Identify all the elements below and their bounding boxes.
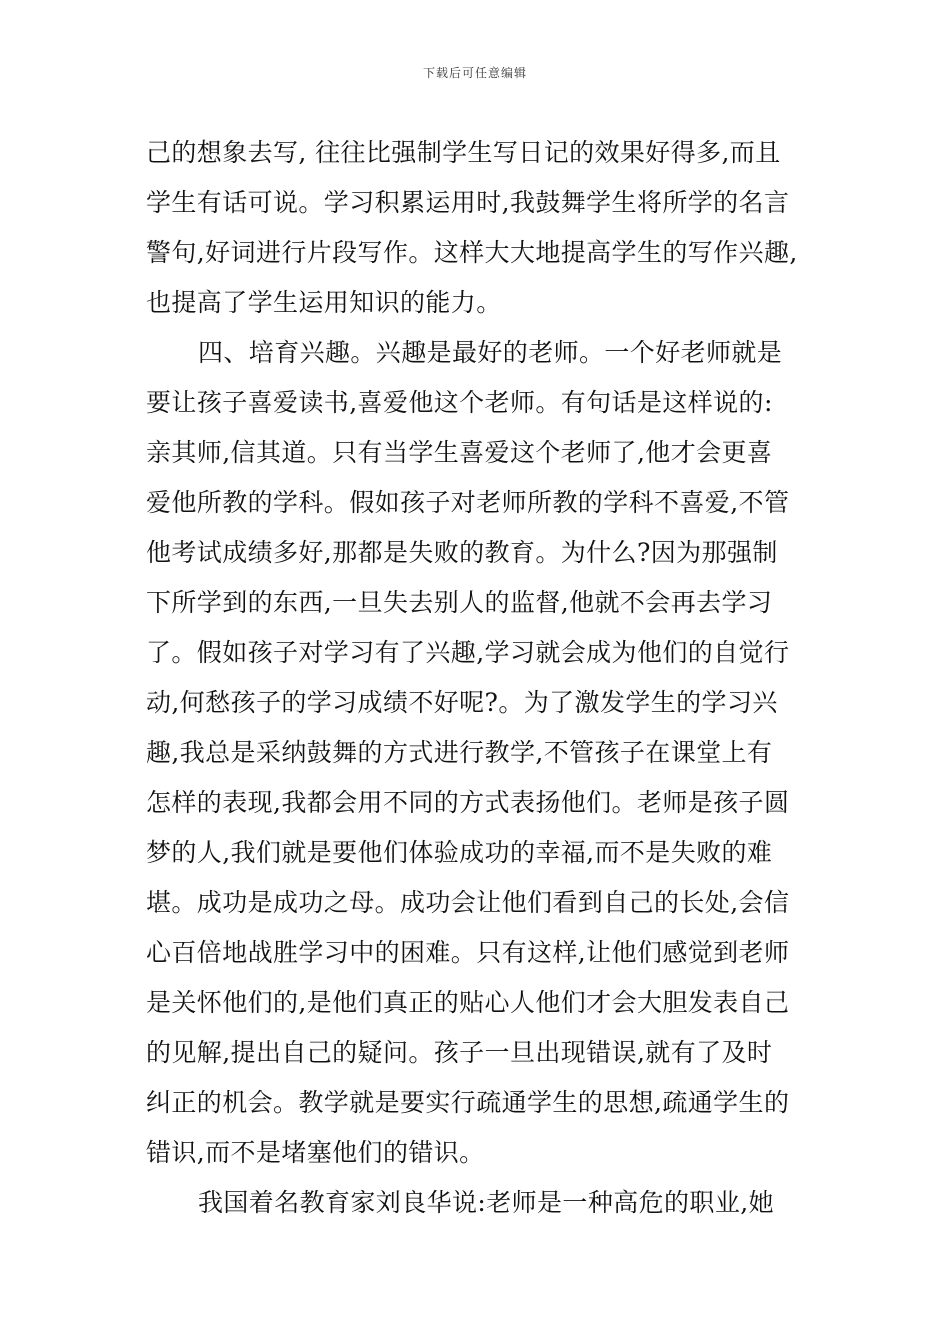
text-line: 了。假如孩子对学习有了兴趣,学习就会成为他们的自觉行: [146, 638, 790, 667]
document-body: [146, 128, 812, 1228]
text-line: 爱他所教的学科。假如孩子对老师所教的学科不喜爱,不管: [146, 488, 790, 517]
text-line: 己的想象去写, 往往比强制学生写日记的效果好得多,而且: [146, 138, 781, 167]
text-line: 他考试成绩多好,那都是失败的教育。为什么?因为那强制: [146, 538, 778, 567]
text-line: 心百倍地战胜学习中的困难。只有这样,让他们感觉到老师: [146, 938, 790, 967]
text-line: 的见解,提出自己的疑问。孩子一旦出现错误,就有了及时: [146, 1038, 773, 1067]
text-line: 警句,好词进行片段写作。这样大大地提高学生的写作兴趣,: [146, 238, 798, 267]
text-line: 也提高了学生运用知识的能力。: [146, 288, 502, 317]
paragraph-1: [146, 128, 812, 328]
paragraph-3: [146, 1178, 812, 1228]
page-header: 下载后可任意编辑: [422, 66, 527, 80]
text-line: 堪。成功是成功之母。成功会让他们看到自己的长处,会信: [146, 888, 790, 917]
text-line: 学生有话可说。学习积累运用时,我鼓舞学生将所学的名言: [146, 188, 790, 217]
text-line: 怎样的表现,我都会用不同的方式表扬他们。老师是孩子圆: [146, 788, 790, 817]
text-line: 梦的人,我们就是要他们体验成功的幸福,而不是失败的难: [146, 838, 773, 867]
text-line: 趣,我总是采纳鼓舞的方式进行教学,不管孩子在课堂上有: [146, 738, 773, 767]
text-line: 亲其师,信其道。只有当学生喜爱这个老师了,他才会更喜: [146, 438, 773, 467]
text-line: 下所学到的东西,一旦失去别人的监督,他就不会再去学习: [146, 588, 773, 617]
text-line: 是关怀他们的,是他们真正的贴心人他们才会大胆发表自己: [146, 988, 790, 1017]
text-line: 动,何愁孩子的学习成绩不好呢?。为了激发学生的学习兴: [146, 688, 778, 717]
text-line: 四、培育兴趣。兴趣是最好的老师。一个好老师就是: [198, 338, 783, 367]
text-line: 纠正的机会。教学就是要实行疏通学生的思想,疏通学生的: [146, 1088, 790, 1117]
text-line: 错识,而不是堵塞他们的错识。: [146, 1138, 485, 1167]
text-line: 要让孩子喜爱读书,喜爱他这个老师。有句话是这样说的:: [146, 388, 773, 417]
text-line: 我国着名教育家刘良华说:老师是一种高危的职业,她: [198, 1188, 774, 1217]
paragraph-2: [146, 328, 812, 1178]
